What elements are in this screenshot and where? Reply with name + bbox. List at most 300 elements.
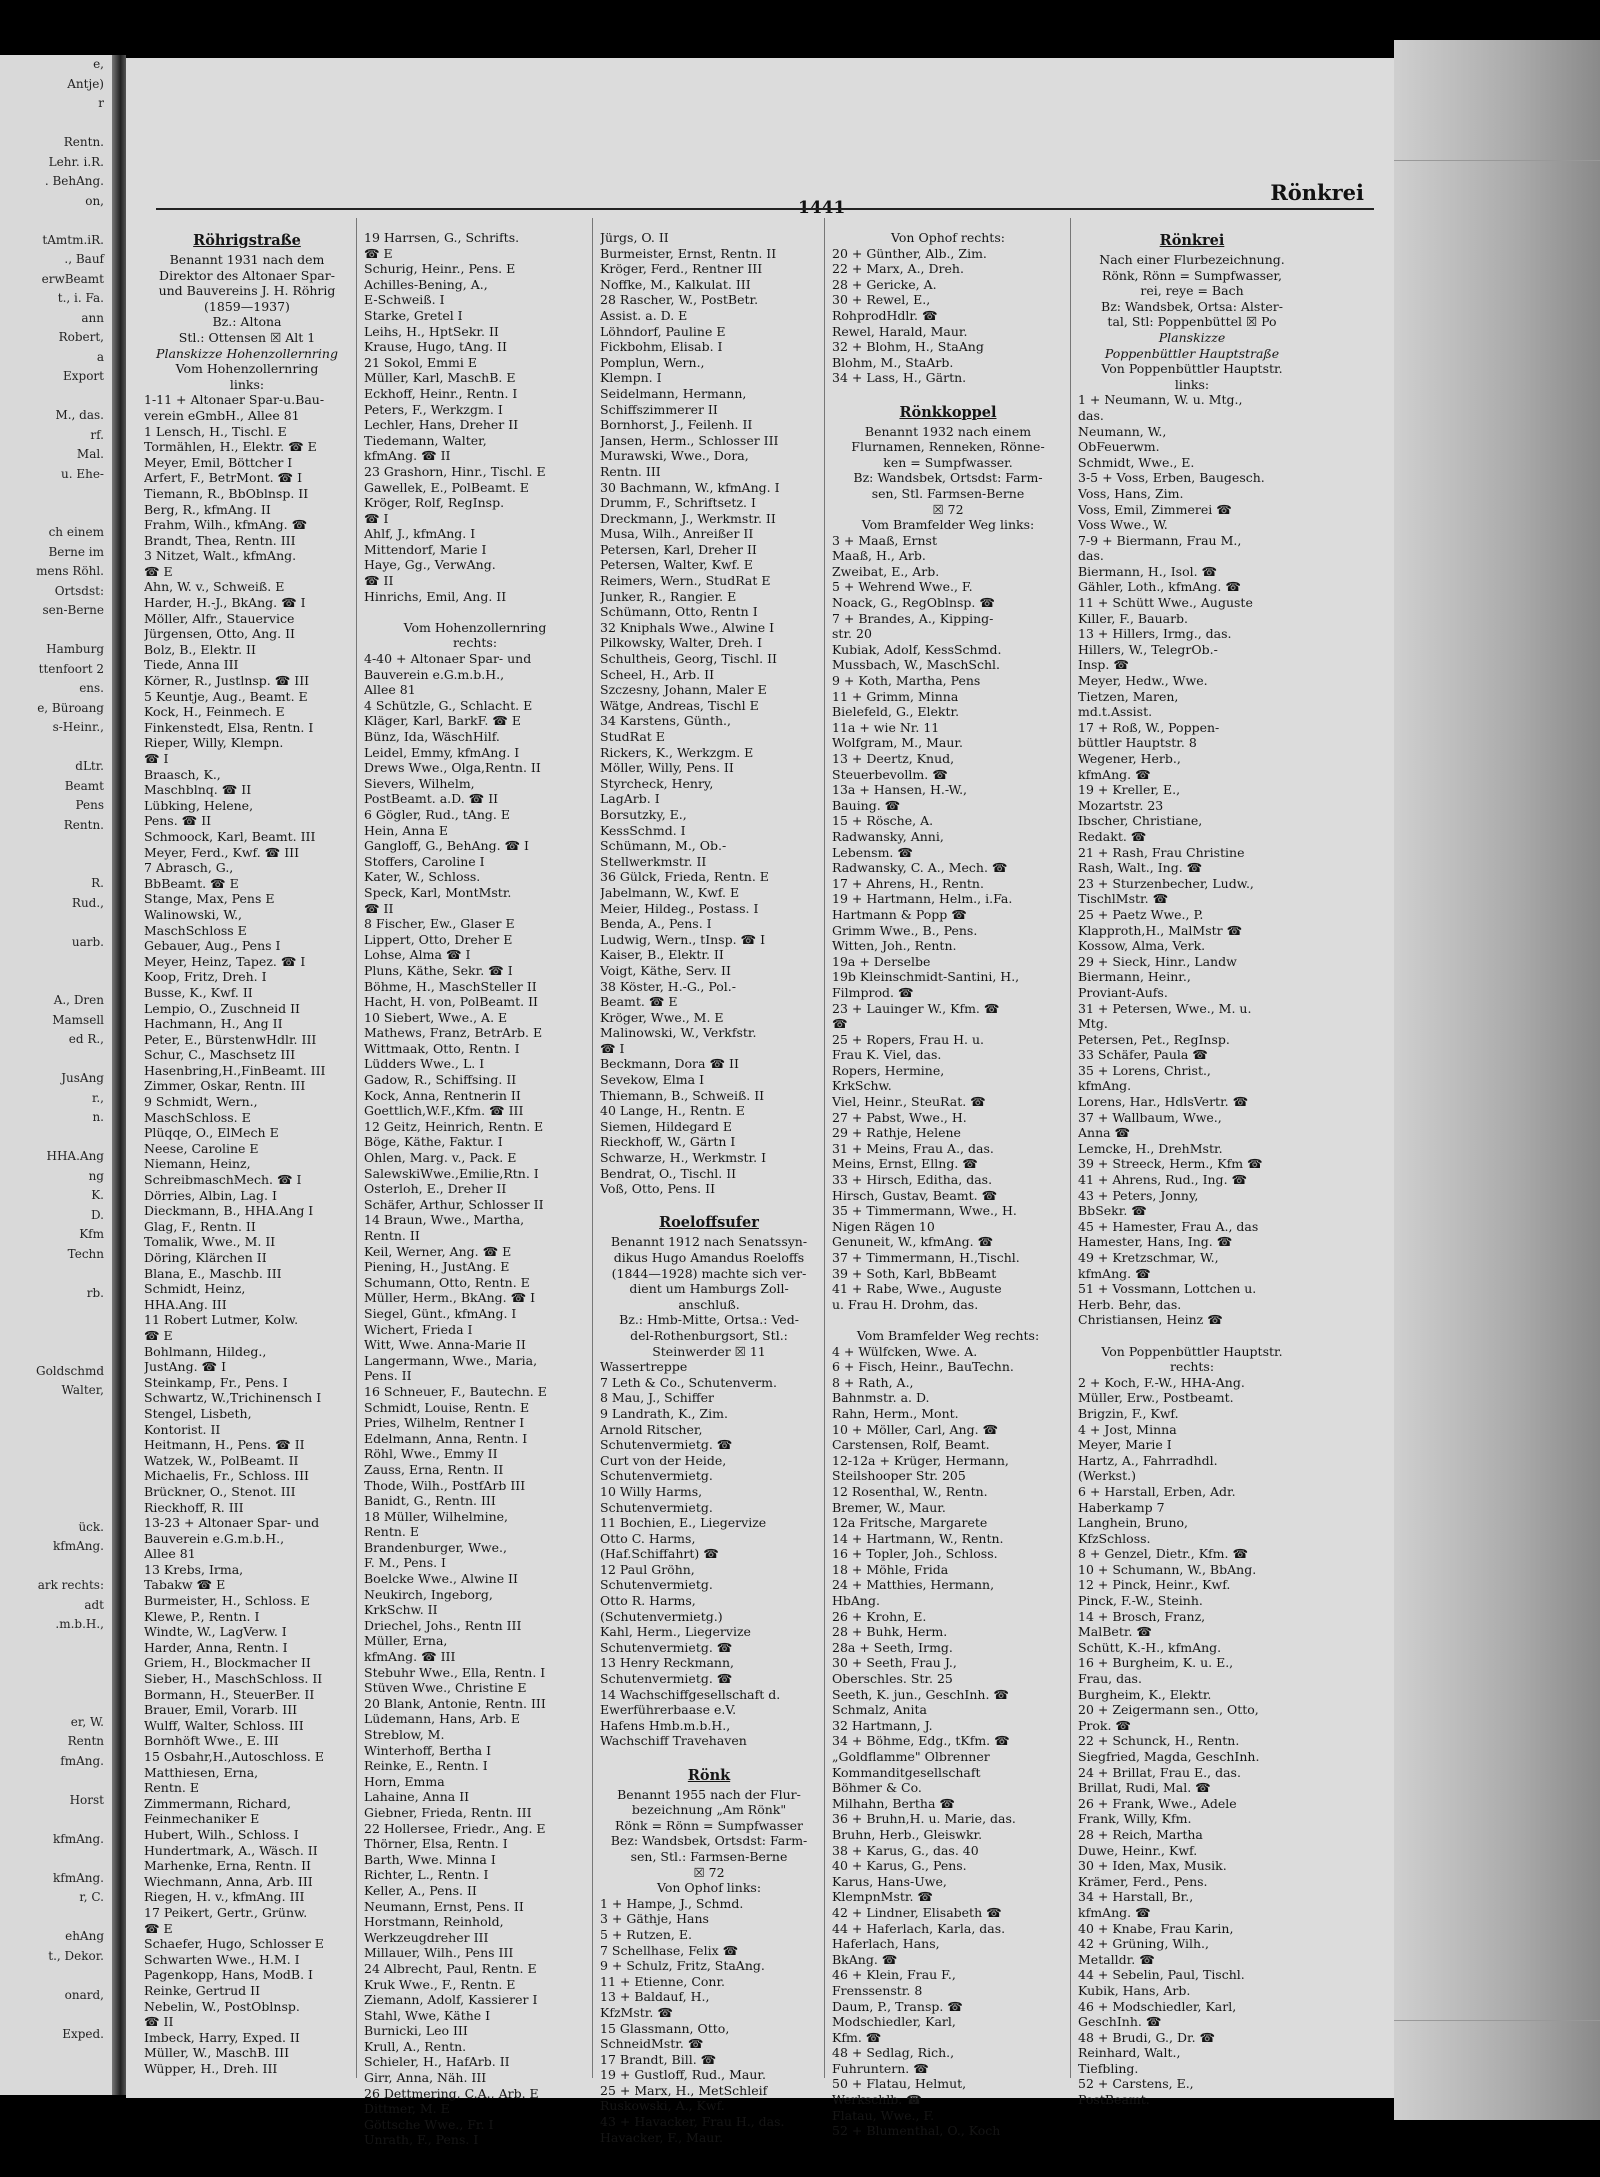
- directory-entry: Daum, P., Transp. ☎: [832, 1998, 963, 2014]
- directory-entry: 8 Fischer, Ew., Glaser E: [364, 916, 515, 932]
- directory-entry: Noack, G., RegOblnsp. ☎: [832, 595, 995, 611]
- directory-entry: Noffke, M., Kalkulat. III: [600, 276, 751, 292]
- edge-text-line: [0, 1342, 112, 1362]
- directory-entry: Werkzeugdreher III: [364, 1929, 489, 1945]
- directory-entry: Bauverein e.G.m.b.H.,: [364, 666, 505, 682]
- directory-entry: Rash, Walt., Ing. ☎: [1078, 860, 1203, 876]
- edge-text-line: [0, 1303, 112, 1323]
- edge-text-line: tAmtm.iR.: [42, 232, 104, 247]
- directory-entry: Stl.: Ottensen ☒ Alt 1: [178, 329, 316, 345]
- directory-entry: verein eGmbH., Allee 81: [144, 407, 300, 423]
- directory-entry: Herb. Behr, das.: [1078, 1296, 1182, 1312]
- edge-text-line: Mamsell: [52, 1012, 104, 1027]
- directory-entry: Mtg.: [1078, 1016, 1108, 1032]
- directory-entry: anschluß.: [678, 1296, 740, 1312]
- directory-entry: JustAng. ☎ I: [144, 1359, 227, 1375]
- directory-entry: Lohse, Alma ☎ I: [364, 947, 471, 963]
- edge-text-line: t., Dekor.: [48, 1948, 104, 1963]
- directory-entry: Klempn. I: [600, 370, 662, 386]
- edge-text-line: erwBeamt: [41, 271, 104, 286]
- directory-entry: Glag, F., Rentn. II: [144, 1218, 256, 1234]
- directory-entry: Bornhöft Wwe., E. III: [144, 1733, 279, 1749]
- directory-entry: 5 + Wehrend Wwe., F.: [832, 579, 973, 595]
- directory-entry: Stoffers, Caroline I: [364, 853, 485, 869]
- directory-entry: SchreibmaschMech. ☎ I: [144, 1172, 302, 1188]
- directory-entry: (Schutenvermietg.): [600, 1608, 723, 1624]
- directory-entry: 20 Blank, Antonie, Rentn. III: [364, 1695, 546, 1711]
- directory-entry: Wegener, Herb.,: [1078, 751, 1181, 766]
- directory-entry: (Haf.Schiffahrt) ☎: [600, 1546, 719, 1562]
- directory-entry: Pens. II: [364, 1368, 412, 1384]
- directory-entry: 19 + Kreller, E.,: [1078, 782, 1181, 798]
- directory-entry: 5 Keuntje, Aug., Beamt. E: [144, 688, 308, 704]
- directory-entry: 21 Sokol, Emmi E: [364, 354, 477, 370]
- directory-entry: Lebensm. ☎: [832, 844, 913, 860]
- directory-entry: 7 Abrasch, G.,: [144, 860, 234, 876]
- directory-entry: rechts:: [452, 635, 498, 651]
- directory-entry: Niemann, Heinz,: [144, 1156, 251, 1172]
- edge-text-line: ück.: [78, 1519, 104, 1534]
- edge-text-line: Beamt: [64, 778, 104, 793]
- directory-entry: Voss, Emil, Zimmerei ☎: [1078, 501, 1232, 517]
- directory-entry: Brandenburger, Wwe.,: [364, 1539, 507, 1555]
- directory-entry: Bz.: Hmb-Mitte, Ortsa.: Ved-: [619, 1312, 799, 1328]
- directory-entry: Riegen, H. v., kfmAng. III: [144, 1889, 305, 1905]
- directory-entry: Genuneit, W., kfmAng. ☎: [832, 1234, 994, 1250]
- directory-entry: Neumann, W.,: [1078, 423, 1167, 439]
- edge-text-line: Goldschmd: [36, 1363, 104, 1378]
- directory-entry: 38 Köster, H.-G., Pol.-: [600, 978, 736, 994]
- directory-entry: Ruskowski, A., Kwf.: [600, 2098, 725, 2114]
- directory-entry: KessSchmd. I: [600, 822, 686, 838]
- directory-entry: Schäfer, Arthur, Schlosser II: [364, 1196, 544, 1212]
- directory-entry: Piening, H., JustAng. E: [364, 1259, 510, 1275]
- directory-entry: Braasch, K.,: [144, 766, 221, 782]
- directory-entry: Kubiak, Adolf, KessSchmd.: [832, 641, 1002, 657]
- directory-entry: 37 + Timmermann, H.,Tischl.: [832, 1250, 1020, 1265]
- directory-entry: Biermann, Heinr.,: [1078, 969, 1191, 985]
- directory-entry: 4 + Jost, Minna: [1078, 1421, 1177, 1437]
- directory-entry: Schütt, K.-H., kfmAng.: [1078, 1639, 1222, 1655]
- directory-entry: LagArb. I: [600, 791, 660, 807]
- directory-entry: ☒ 72: [932, 501, 964, 517]
- directory-entry: Schümann, M., Ob.-: [600, 838, 727, 854]
- directory-entry: Banidt, G., Rentn. III: [364, 1493, 496, 1509]
- directory-entry: Watzek, W., PolBeamt. II: [144, 1452, 299, 1468]
- directory-entry: 49 + Kretzschmar, W.,: [1078, 1250, 1219, 1265]
- edge-text-line: [0, 913, 112, 933]
- directory-entry: Edelmann, Anna, Rentn. I: [364, 1430, 528, 1446]
- directory-entry: [600, 1197, 818, 1213]
- directory-entry: Fickbohm, Elisab. I: [600, 339, 723, 355]
- edge-text-line: adt: [84, 1597, 104, 1612]
- directory-entry: Reimers, Wern., StudRat E: [600, 573, 771, 589]
- directory-entry: Sevekow, Elma I: [600, 1072, 705, 1088]
- directory-entry: Eckhoff, Heinr., Rentn. I: [364, 385, 518, 401]
- directory-entry: Kröger, Wwe., M. E: [600, 1009, 724, 1025]
- directory-entry: Dittmer, M. E: [364, 2101, 450, 2117]
- directory-entry: 3-5 + Voss, Erben, Baugesch.: [1078, 470, 1265, 486]
- directory-entry: Kröger, Rolf, RegInsp.: [364, 495, 505, 511]
- directory-entry: Planskizze Hohenzollernring: [156, 345, 338, 361]
- edge-text-line: [0, 1849, 112, 1869]
- column-divider: [356, 218, 357, 2078]
- directory-entry: Lemcke, H., DrehMstr.: [1078, 1140, 1223, 1156]
- edge-text-line: ehAng: [65, 1929, 104, 1943]
- directory-entry: 7 + Brandes, A., Kipping-: [832, 610, 994, 626]
- directory-entry: Ropers, Hermine,: [832, 1062, 945, 1078]
- directory-entry: Harder, Anna, Rentn. I: [144, 1639, 288, 1655]
- edge-text-line: Exped.: [62, 2026, 104, 2041]
- directory-entry: Vom Hohenzollernring: [403, 619, 547, 635]
- directory-entry: 30 + Iden, Max, Musik.: [1078, 1858, 1227, 1874]
- column-2: [364, 230, 586, 2148]
- directory-entry: 40 + Knabe, Frau Karin,: [1078, 1920, 1234, 1936]
- directory-entry: Wassertreppe: [600, 1359, 688, 1375]
- directory-entry: Styrcheck, Henry,: [600, 775, 714, 791]
- directory-entry: Zauss, Erna, Rentn. II: [364, 1461, 504, 1477]
- directory-entry: Schutenvermietg. ☎: [600, 1671, 733, 1687]
- directory-entry: Bünz, Ida, WäschHilf.: [364, 729, 500, 744]
- directory-entry: Borsutzky, E.,: [600, 806, 687, 822]
- edge-text-line: rf.: [90, 427, 104, 442]
- edge-text-line: [0, 855, 112, 875]
- directory-entry: Windte, W., LagVerw. I: [144, 1624, 287, 1640]
- directory-entry: [364, 604, 586, 620]
- edge-text-line: Kfm: [79, 1227, 104, 1241]
- directory-entry: 2 + Koch, F.-W., HHA-Ang.: [1078, 1374, 1245, 1390]
- directory-entry: Kater, W., Schloss.: [364, 869, 481, 885]
- directory-entry: MalBetr. ☎: [1078, 1624, 1152, 1640]
- directory-entry: Rentn. E: [144, 1780, 200, 1796]
- directory-entry: ☎ E: [144, 1327, 173, 1343]
- directory-entry: Prok. ☎: [1078, 1717, 1132, 1733]
- directory-entry: Michaelis, Fr., Schloss. III: [144, 1468, 309, 1484]
- directory-entry: Stahl, Wwe, Käthe I: [364, 2007, 491, 2023]
- edge-text-line: rb.: [86, 1285, 104, 1300]
- directory-entry: Szczesny, Johann, Maler E: [600, 682, 767, 698]
- edge-text-line: D.: [90, 1207, 104, 1222]
- edge-text-line: e,: [93, 57, 104, 71]
- directory-entry: 25 + Ropers, Frau H. u.: [832, 1031, 984, 1047]
- directory-entry: Meyer, Marie I: [1078, 1437, 1172, 1453]
- directory-entry: Langhein, Bruno,: [1078, 1515, 1189, 1531]
- edge-text-line: [0, 1440, 112, 1460]
- edge-text-line: Horst: [69, 1792, 104, 1807]
- book-gutter: [112, 55, 126, 2095]
- directory-entry: ☎ II: [364, 573, 394, 589]
- directory-entry: Schutenvermietg. ☎: [600, 1437, 733, 1453]
- directory-entry: rei, reye = Bach: [1140, 283, 1244, 299]
- directory-entry: Ewerführerbaase e.V.: [600, 1702, 737, 1718]
- directory-entry: Rentn. III: [600, 463, 661, 479]
- directory-entry: 1-11 + Altonaer Spar-u.Bau-: [144, 392, 325, 408]
- directory-entry: TischlMstr. ☎: [1078, 891, 1169, 907]
- directory-entry: BkAng. ☎: [832, 1951, 898, 1967]
- directory-entry: Streblow, M.: [364, 1727, 445, 1742]
- directory-entry: Curt von der Heide,: [600, 1452, 727, 1468]
- previous-page-edge: [0, 55, 112, 2095]
- directory-entry: Reinhard, Walt.,: [1078, 2045, 1181, 2061]
- directory-entry: Siemen, Hildegard E: [600, 1118, 733, 1134]
- directory-entry: MaschSchloss E: [144, 922, 247, 938]
- directory-entry: Seidelmann, Hermann,: [600, 385, 747, 401]
- directory-entry: Rickers, K., Werkzgm. E: [600, 744, 754, 760]
- directory-entry: Milhahn, Bertha ☎: [832, 1795, 955, 1811]
- directory-entry: 18 Müller, Wilhelmine,: [364, 1508, 509, 1524]
- directory-entry: 19 Harrsen, G., Schrifts.: [364, 230, 520, 245]
- directory-entry: 13a + Hansen, H.-W.,: [832, 782, 968, 798]
- directory-entry: Pries, Wilhelm, Rentner I: [364, 1415, 525, 1431]
- directory-entry: Finkenstedt, Elsa, Rentn. I: [144, 719, 314, 735]
- directory-entry: Peters, F., Werkzgm. I: [364, 401, 503, 417]
- edge-text-line: sen-Berne: [42, 603, 104, 617]
- directory-entry: Krull, A., Rentn.: [364, 2038, 467, 2054]
- directory-entry: 18 + Möhle, Frida: [832, 1561, 949, 1577]
- directory-entry: 17 + Roß, W., Poppen-: [1078, 719, 1220, 735]
- directory-entry: Körner, R., Justlnsp. ☎ III: [144, 673, 310, 689]
- directory-entry: Lüdemann, Hans, Arb. E: [364, 1711, 520, 1727]
- directory-entry: Matthiesen, Erna,: [144, 1764, 259, 1780]
- directory-entry: Ohlen, Marg. v., Pack. E: [364, 1150, 517, 1166]
- directory-entry: 10 + Möller, Carl, Ang. ☎: [832, 1421, 999, 1437]
- directory-entry: Hachmann, H., Ang II: [144, 1016, 283, 1032]
- directory-entry: Benda, A., Pens. I: [600, 916, 712, 932]
- directory-entry: 25 + Paetz Wwe., P.: [1078, 906, 1204, 922]
- edge-text-line: A., Dren: [53, 993, 104, 1007]
- edge-text-line: Walter,: [61, 1383, 104, 1397]
- directory-entry: Kröger, Ferd., Rentner III: [600, 261, 763, 277]
- directory-entry: dient um Hamburgs Zoll-: [629, 1281, 789, 1297]
- directory-entry: 16 + Burgheim, K. u. E.,: [1078, 1655, 1234, 1671]
- directory-entry: Müller, Herm., BkAng. ☎ I: [364, 1290, 536, 1306]
- directory-entry: 52 + Blumenthal, O., Koch: [832, 2123, 1001, 2139]
- edge-text-line: fmAng.: [60, 1753, 104, 1768]
- directory-entry: bezeichnung „Am Rönk": [631, 1802, 787, 1818]
- directory-entry: Neese, Caroline E: [144, 1140, 259, 1156]
- directory-entry: 1 Lensch, H., Tischl. E: [144, 423, 287, 439]
- directory-entry: Bauing. ☎: [832, 797, 901, 813]
- directory-entry: Lübking, Helene,: [144, 797, 254, 813]
- directory-entry: ☎ E: [144, 563, 173, 579]
- directory-entry: rechts:: [1169, 1359, 1215, 1375]
- directory-entry: kfmAng.: [1078, 1078, 1132, 1094]
- directory-entry: Krause, Hugo, tAng. II: [364, 339, 507, 355]
- directory-entry: kfmAng. ☎: [1078, 766, 1151, 782]
- directory-entry: Scheel, H., Arb. II: [600, 666, 715, 682]
- edge-text-line: [0, 2005, 112, 2025]
- edge-text-line: [0, 504, 112, 524]
- directory-entry: Horstmann, Reinhold,: [364, 1914, 504, 1930]
- directory-entry: Frenssenstr. 8: [832, 1982, 923, 1998]
- directory-entry: Siegfried, Magda, GeschInh.: [1078, 1749, 1260, 1764]
- directory-entry: Jürgensen, Otto, Ang. II: [144, 626, 295, 642]
- directory-entry: Bez: Wandsbek, Ortsdst: Farm-: [610, 1833, 808, 1849]
- directory-entry: das.: [1078, 407, 1104, 423]
- edge-text-line: [0, 1693, 112, 1713]
- directory-entry: Metalldr. ☎: [1078, 1951, 1155, 1967]
- directory-entry: 12-12a + Krüger, Hermann,: [832, 1452, 1009, 1468]
- directory-entry: Bremer, W., Maur.: [832, 1499, 946, 1515]
- directory-entry: Lippert, Otto, Dreher E: [364, 931, 513, 947]
- directory-entry: 16 + Topler, Joh., Schloss.: [832, 1546, 998, 1562]
- directory-entry: 42 + Grüning, Wilh.,: [1078, 1936, 1210, 1952]
- directory-entry: Schurig, Heinr., Pens. E: [364, 261, 516, 277]
- directory-entry: das.: [1078, 548, 1104, 564]
- directory-entry: Harder, H.-J., BkAng. ☎ I: [144, 595, 306, 611]
- directory-entry: 31 + Petersen, Wwe., M. u.: [1078, 1000, 1252, 1016]
- directory-entry: Millauer, Wilh., Pens III: [364, 1945, 514, 1961]
- directory-entry: Christiansen, Heinz ☎: [1078, 1312, 1223, 1328]
- directory-entry: Benannt 1932 nach einem: [864, 423, 1032, 439]
- directory-entry: Bruhn, Herb., Gleiswkr.: [832, 1826, 983, 1842]
- directory-entry: 39 + Soth, Karl, BbBeamt: [832, 1265, 997, 1281]
- directory-entry: 6 + Fisch, Heinr., BauTechn.: [832, 1359, 1014, 1375]
- directory-entry: 28 + Reich, Martha: [1078, 1826, 1203, 1842]
- directory-entry: Speck, Karl, MontMstr.: [364, 884, 512, 900]
- directory-entry: Sievers, Wilhelm,: [364, 775, 475, 791]
- directory-entry: 14 + Hartmann, W., Rentn.: [832, 1530, 1004, 1546]
- edge-text-line: kfmAng.: [53, 1539, 104, 1553]
- directory-entry: Drumm, F., Schriftsetz. I: [600, 495, 756, 511]
- directory-entry: Leidel, Emmy, kfmAng. I: [364, 744, 520, 760]
- edge-text-line: Rud.,: [71, 895, 104, 910]
- directory-entry: Osterloh, E., Dreher II: [364, 1181, 507, 1197]
- edge-text-line: Mal.: [76, 447, 104, 461]
- edge-text-line: [0, 1050, 112, 1070]
- directory-entry: Gadow, R., Schiffsing. II: [364, 1072, 517, 1088]
- directory-entry: Rönk, Rönn = Sumpfwasser,: [1101, 267, 1283, 283]
- directory-entry: Schümann, Otto, Rentn I: [600, 604, 758, 620]
- directory-entry: Koop, Fritz, Dreh. I: [144, 969, 267, 985]
- directory-entry: 32 + Blohm, H., StaAng: [832, 339, 984, 355]
- directory-entry: KlempnMstr. ☎: [832, 1889, 933, 1905]
- directory-entry: Von Poppenbüttler Hauptstr.: [1101, 1343, 1283, 1359]
- directory-entry: Brandt, Thea, Rentn. III: [144, 532, 296, 548]
- directory-entry: Reinke, Gertrud II: [144, 1982, 261, 1998]
- directory-entry: Dreckmann, J., Werkmstr. II: [600, 510, 776, 526]
- directory-entry: Carstensen, Rolf, Beamt.: [832, 1437, 990, 1453]
- directory-entry: Hamester, Hans, Ing. ☎: [1078, 1234, 1233, 1250]
- directory-entry: Murawski, Wwe., Dora,: [600, 448, 749, 464]
- edge-text-line: [0, 1498, 112, 1518]
- directory-entry: Lüdders Wwe., L. I: [364, 1056, 485, 1072]
- edge-text-line: mens Röhl.: [36, 564, 104, 578]
- directory-entry: Göttsche Wwe., Fr. I: [364, 2116, 494, 2132]
- directory-entry: Starke, Gretel I: [364, 307, 463, 323]
- edge-text-line: [0, 211, 112, 231]
- directory-entry: Otto C. Harms,: [600, 1530, 696, 1546]
- directory-entry: Gebauer, Aug., Pens I: [144, 938, 281, 954]
- directory-entry: 51 + Vossmann, Lottchen u.: [1078, 1281, 1257, 1297]
- edge-text-line: Techn: [67, 1246, 104, 1261]
- directory-entry: 44 + Sebelin, Paul, Tischl.: [1078, 1967, 1245, 1983]
- directory-entry: Rieckhoff, W., Gärtn I: [600, 1134, 736, 1150]
- directory-entry: Wittmaak, Otto, Rentn. I: [364, 1040, 520, 1056]
- directory-entry: Schmoock, Karl, Beamt. III: [144, 828, 316, 844]
- directory-entry: Allee 81: [364, 682, 416, 698]
- directory-entry: Tomalik, Wwe., M. II: [144, 1234, 276, 1250]
- directory-entry: Bahnmstr. a. D.: [832, 1390, 930, 1406]
- directory-entry: Meyer, Ferd., Kwf. ☎ III: [144, 844, 300, 860]
- directory-entry: Blohm, M., StaArb.: [832, 354, 954, 370]
- directory-entry: Mittendorf, Marie I: [364, 541, 487, 557]
- directory-entry: 48 + Brudi, G., Dr. ☎: [1078, 2029, 1216, 2045]
- directory-entry: Direktor des Altonaer Spar-: [159, 267, 335, 283]
- edge-text-line: [0, 1557, 112, 1577]
- directory-entry: Mozartstr. 23: [1078, 797, 1164, 813]
- directory-entry: 13 Krebs, Irma,: [144, 1561, 244, 1577]
- directory-entry: 34 Karstens, Günth.,: [600, 713, 731, 729]
- edge-text-line: u. Ehe-: [60, 466, 104, 481]
- directory-entry: Winterhoff, Bertha I: [364, 1742, 492, 1758]
- directory-entry: büttler Hauptstr. 8: [1078, 735, 1197, 751]
- directory-entry: Wolfgram, M., Maur.: [832, 735, 963, 751]
- directory-entry: Voss, Hans, Zim.: [1078, 485, 1184, 501]
- directory-entry: 34 + Lass, H., Gärtn.: [832, 370, 967, 386]
- directory-entry: 36 Gülck, Frieda, Rentn. E: [600, 869, 769, 885]
- directory-entry: SalewskiWwe.,Emilie,Rtn. I: [364, 1165, 539, 1181]
- directory-entry: Girr, Anna, Näh. III: [364, 2070, 487, 2086]
- directory-entry: GeschInh. ☎: [1078, 2014, 1162, 2030]
- directory-entry: 20 + Zeigermann sen., Otto,: [1078, 1702, 1259, 1718]
- directory-entry: Wachschiff Travehaven: [600, 1733, 747, 1749]
- directory-entry: 11 Bochien, E., Liegervize: [600, 1515, 767, 1531]
- directory-entry: 25 + Marx, H., MetSchleif: [600, 2082, 768, 2098]
- directory-entry: Rentn. E: [364, 1524, 420, 1540]
- edge-text-line: [0, 1401, 112, 1421]
- column-divider: [1070, 218, 1071, 2078]
- directory-entry: Brauer, Emil, Vorarb. III: [144, 1702, 298, 1718]
- directory-entry: 43 + Havacker, Frau H., das.: [600, 2114, 785, 2130]
- directory-entry: Plüqqe, O., ElMech E: [144, 1125, 279, 1141]
- edge-text-line: .m.b.H.,: [55, 1617, 104, 1631]
- directory-entry: Vom Bramfelder Weg rechts:: [856, 1327, 1040, 1343]
- directory-entry: Frau K. Viel, das.: [832, 1047, 942, 1063]
- directory-entry: Pilkowsky, Walter, Dreh. I: [600, 635, 763, 651]
- directory-entry: 29 + Sieck, Hinr., Landw: [1078, 953, 1237, 969]
- directory-entry: Langermann, Wwe., Maria,: [364, 1352, 538, 1368]
- directory-entry: Burmeister, Ernst, Rentn. II: [600, 245, 777, 261]
- directory-entry: Kossow, Alma, Verk.: [1078, 938, 1206, 954]
- directory-entry: Petersen, Karl, Dreher II: [600, 541, 757, 557]
- edge-text-line: ttenfoort 2: [38, 661, 104, 676]
- directory-entry: 9 + Koth, Martha, Pens: [832, 673, 981, 689]
- directory-entry: 13 + Baldauf, H.,: [600, 1989, 710, 2005]
- directory-entry: 11 + Schütt Wwe., Auguste: [1078, 595, 1253, 611]
- directory-entry: 11 + Grimm, Minna: [832, 688, 959, 704]
- directory-entry: Böhmer & Co.: [832, 1780, 922, 1796]
- directory-entry: F. M., Pens. I: [364, 1555, 446, 1571]
- column-divider: [592, 218, 593, 2078]
- directory-entry: Stange, Max, Pens E: [144, 891, 275, 907]
- directory-entry: Dörries, Albin, Lag. I: [144, 1187, 277, 1203]
- directory-entry: 33 + Hirsch, Editha, das.: [832, 1172, 993, 1188]
- directory-entry: dikus Hugo Amandus Roeloffs: [613, 1250, 805, 1265]
- directory-entry: links:: [229, 376, 265, 392]
- directory-entry: Tiemann, R., BbOblnsp. II: [144, 485, 309, 501]
- directory-entry: Arnold Ritscher,: [600, 1421, 703, 1437]
- edge-text-line: [0, 1771, 112, 1791]
- directory-entry: Von Ophof links:: [656, 1880, 762, 1896]
- directory-entry: BbBeamt. ☎ E: [144, 875, 239, 891]
- directory-entry: KrkSchw.: [832, 1078, 892, 1094]
- directory-entry: 41 + Rabe, Wwe., Auguste: [832, 1281, 1002, 1297]
- directory-entry: 24 Albrecht, Paul, Rentn. E: [364, 1960, 537, 1976]
- directory-entry: kfmAng. ☎: [1078, 1904, 1151, 1920]
- directory-entry: 19 + Hartmann, Helm., i.Fa.: [832, 891, 1013, 907]
- directory-entry: Filmprod. ☎: [832, 984, 914, 1000]
